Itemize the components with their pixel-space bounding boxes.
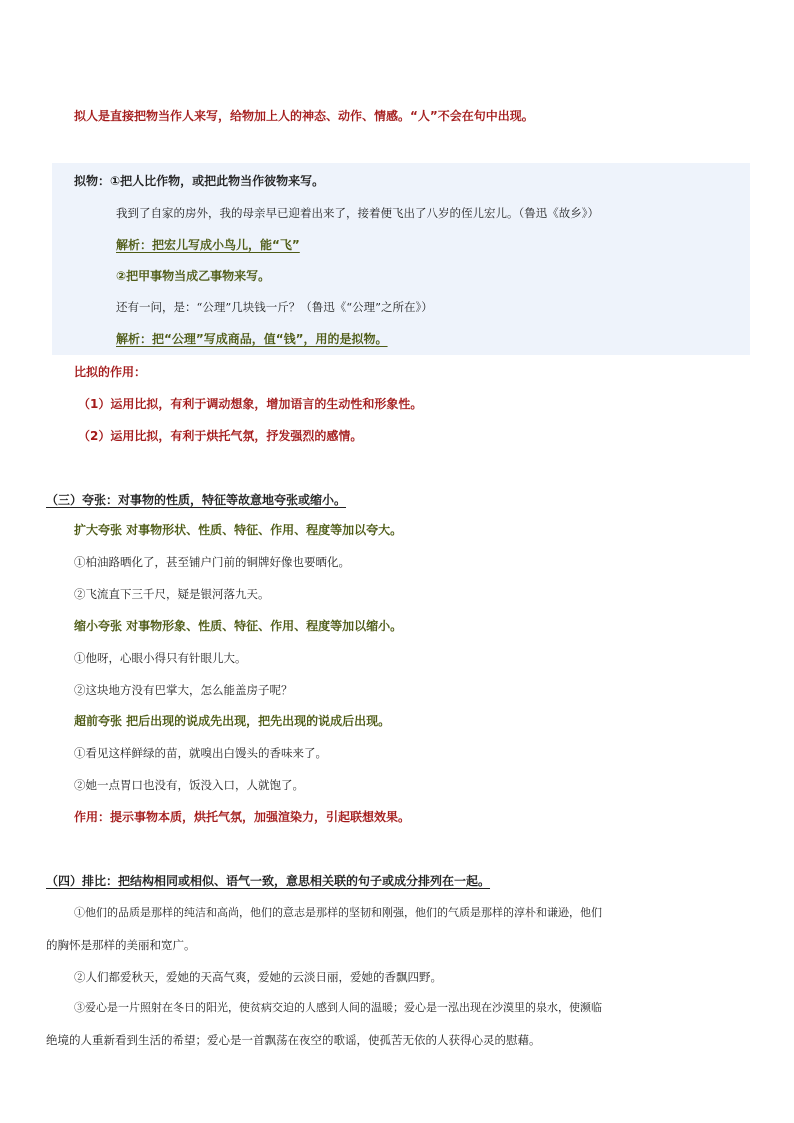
- paibi-example-1-line-1: ①他们的品质是那样的纯洁和高尚，他们的意志是那样的坚韧和刚强，他们的气质是那样的淳朴和谦逊，他们: [74, 906, 602, 919]
- paibi-heading: （四）排比：把结构相同或相似、语气一致，意思相关联的句子或成分排列在一起。: [46, 874, 491, 888]
- advance-exaggeration-title: 超前夸张 把后出现的说成先出现，把先出现的说成后出现。: [74, 714, 391, 728]
- niwu-example-2: 还有一问，是：“公理”几块钱一斤？（鲁迅《“公理”之所在》）: [116, 300, 433, 314]
- niwu-heading: 拟物：①把人比作物，或把此物当作彼物来写。: [74, 174, 325, 188]
- personification-definition: 拟人是直接把物当作人来写，给物加上人的神态、动作、情感。“人”不会在句中出现。: [74, 109, 534, 123]
- paibi-example-2: ②人们都爱秋天，爱她的天高气爽，爱她的云淡日丽，爱她的香飘四野。: [74, 970, 442, 984]
- kuazhang-heading: （三）夸张：对事物的性质，特征等故意地夸张或缩小。: [46, 493, 347, 507]
- expand-example-1: ①柏油路晒化了，甚至铺户门前的铜牌好像也要晒化。: [74, 555, 350, 569]
- advance-example-1: ①看见这样鲜绿的苗，就嗅出白馒头的香味来了。: [74, 746, 327, 760]
- expand-exaggeration-title: 扩大夸张 对事物形状、性质、特征、作用、程度等加以夸大。: [74, 523, 403, 537]
- expand-example-2: ②飞流直下三千尺，疑是银河落九天。: [74, 587, 270, 601]
- biyi-effect-title: 比拟的作用：: [74, 365, 147, 379]
- advance-example-2: ②她一点胃口也没有，饭没入口，人就饱了。: [74, 778, 304, 792]
- shrink-example-1: ①他呀，心眼小得只有针眼儿大。: [74, 651, 247, 665]
- paibi-example-3-line-2: 绝境的人重新看到生活的希望；爱心是一首飘荡在夜空的歌谣，使孤苦无依的人获得心灵的慰藉。: [46, 1033, 541, 1047]
- niwu-analysis-1: 解析：把宏儿写成小鸟儿，能“飞”: [116, 238, 300, 252]
- biyi-effect-item-1: （1）运用比拟，有利于调动想象，增加语言的生动性和形象性。: [78, 397, 423, 411]
- niwu-example-1: 我到了自家的房外，我的母亲早已迎着出来了，接着便飞出了八岁的侄儿宏儿。（鲁迅《故乡》）: [116, 206, 599, 220]
- niwu-analysis-2: 解析：把“公理”写成商品，值“钱”，用的是拟物。: [116, 332, 388, 346]
- paibi-example-3-line-1: ③爱心是一片照射在冬日的阳光，使贫病交迫的人感到人间的温暖；爱心是一泓出现在沙漠里的泉水，使濒临: [74, 1001, 602, 1014]
- shrink-exaggeration-title: 缩小夸张 对事物形象、性质、特征、作用、程度等加以缩小。: [74, 619, 403, 633]
- kuazhang-effect: 作用：提示事物本质，烘托气氛，加强渲染力，引起联想效果。: [74, 810, 411, 824]
- niwu-point-2: ②把甲事物当成乙事物来写。: [116, 269, 271, 283]
- niwu-highlight-box: [52, 163, 750, 355]
- paibi-example-1-line-2: 的胸怀是那样的美丽和宽广。: [46, 938, 196, 952]
- shrink-example-2: ②这块地方没有巴掌大，怎么能盖房子呢？: [74, 683, 293, 697]
- biyi-effect-item-2: （2）运用比拟，有利于烘托气氛，抒发强烈的感情。: [78, 429, 363, 443]
